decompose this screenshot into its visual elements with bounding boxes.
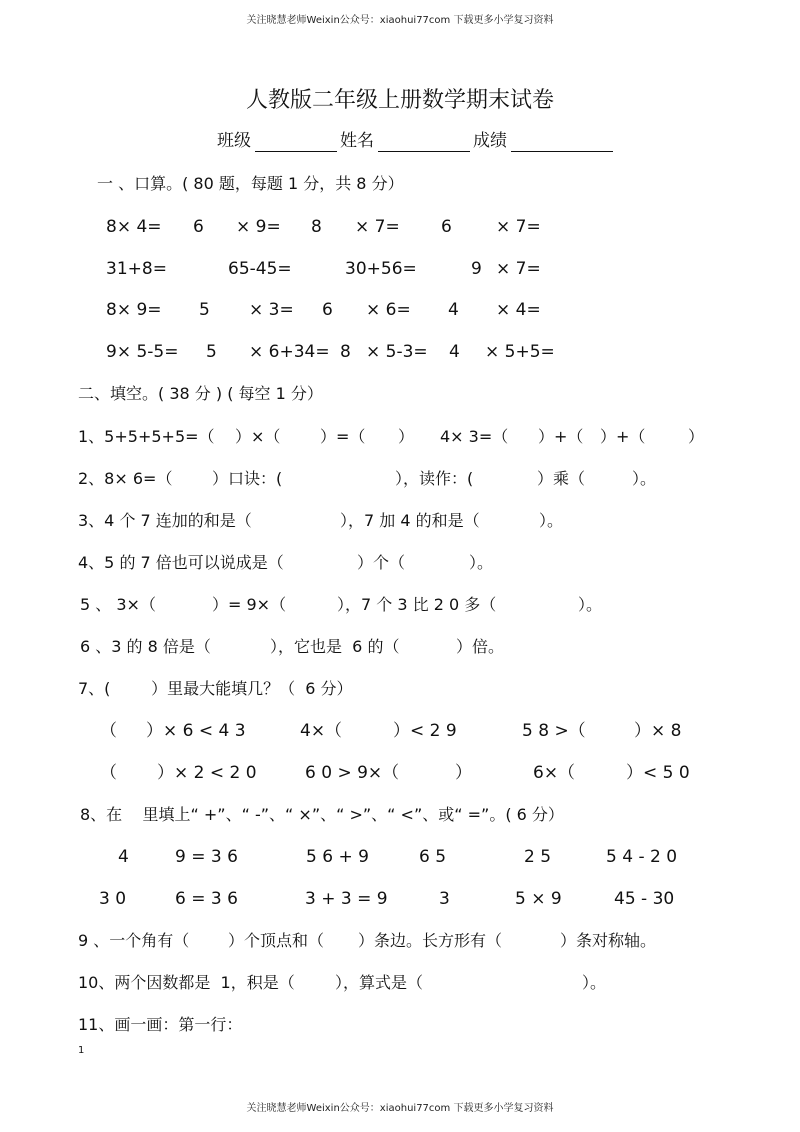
symbol-item: 4 [118,847,129,867]
oral-item: × 7= [355,217,400,237]
question-text: 6 、3 的 8 倍是（ [80,637,211,656]
score-label: 成绩 [473,131,507,151]
compare-item: （ [100,721,117,741]
class-label: 班级 [217,131,251,151]
compare-item: 5 8 >（ [522,721,586,741]
question-heading: 8、在 里填上“ +”、“ -”、“ ×”、“ >”、“ <”、或“ =”。( 6 分） [80,805,564,824]
question-text: 3、4 个 7 连加的和是（ [78,511,252,530]
compare-item: 6×（ [533,763,576,783]
question-text: 4、5 的 7 倍也可以说成是（ [78,553,284,572]
page-title: 人教版二年级上册数学期末试卷 [245,88,554,113]
question-text: 1、5+5+5+5=（ [78,427,215,446]
question-text: 5 、 3×（ [80,595,156,614]
oral-item: × 6+34= [249,342,330,362]
symbol-item: 3 + 3 = 9 [305,889,388,909]
symbol-item: 5 6 + 9 [306,847,369,867]
question-text: ）×（ [235,427,281,446]
question-text: ）= 9×（ [212,595,287,614]
symbol-item: 6 5 [419,847,447,867]
section1-heading: 一 、口算。( 80 题，每题 1 分，共 8 分） [97,174,404,193]
oral-item: 9× 5-5= [106,342,179,362]
oral-item: 30+56= [345,259,417,279]
question-text: ）。 [578,595,603,614]
question-11: 11、画一画：第一行： [78,1015,243,1034]
oral-item: × 5-3= [366,342,428,362]
question-text: ） [688,427,705,446]
question-text: ）。 [582,973,607,992]
oral-item: 4 [448,300,459,320]
oral-item: 5 [206,342,217,362]
compare-item: ）< 5 0 [626,763,690,783]
oral-item: 6 [441,217,452,237]
symbol-item: 9 = 3 6 [175,847,238,867]
oral-item: 8 [311,217,322,237]
symbol-item: 6 = 3 6 [175,889,238,909]
symbol-item: 3 0 [99,889,127,909]
question-text: ）条对称轴。 [560,931,657,950]
oral-item: 9 [471,259,482,279]
oral-item: 8× 9= [106,300,162,320]
oral-item: 5 [199,300,210,320]
oral-item: 8× 4= [106,217,162,237]
oral-item: × 5+5= [485,342,555,362]
question-text: ）=（ [320,427,366,446]
compare-item: ） [455,763,472,783]
oral-item: 4 [449,342,460,362]
question-text: ）+（ [538,427,584,446]
oral-item: × 7= [496,259,541,279]
oral-item: 6 [193,217,204,237]
symbol-item: 3 [439,889,450,909]
score-blank [511,151,613,152]
name-label: 姓名 [340,131,374,151]
oral-item: × 4= [496,300,541,320]
oral-item: 6 [322,300,333,320]
oral-item: × 3= [249,300,294,320]
question-text: ）。 [469,553,494,572]
question-text: ） [398,427,415,446]
question-text: 4× 3=（ [440,427,509,446]
question-text: ）个顶点和（ [228,931,325,950]
top-banner: 关注晓慧老师Weixin公众号：xiaohui77com 下载更多小学复习资料 [246,15,554,26]
compare-item: （ [100,763,117,783]
question-text: ），它也是 6 的（ [270,637,400,656]
bottom-banner: 关注晓慧老师Weixin公众号：xiaohui77com 下载更多小学复习资料 [246,1103,554,1114]
question-text: ）个（ [357,553,406,572]
question-text: 9 、一个角有（ [78,931,190,950]
question-text: ）倍。 [456,637,505,656]
question-text: ）口诀：( [212,469,283,488]
question-text: 2、8× 6=（ [78,469,173,488]
symbol-item: 2 5 [524,847,552,867]
question-text: ）条边。长方形有（ [358,931,503,950]
section2-heading: 二、填空。( 38 分 ) ( 每空 1 分） [78,384,323,403]
compare-item: ）× 2 < 2 0 [157,763,257,783]
question-text: ）乘（ [537,469,586,488]
oral-item: 65-45= [228,259,292,279]
oral-item: 8 [340,342,351,362]
compare-item: 4×（ [300,721,343,741]
compare-item: ）< 2 9 [393,721,457,741]
question-text: ）。 [539,511,564,530]
oral-item: × 9= [236,217,281,237]
oral-item: 31+8= [106,259,167,279]
question-text: ），算式是（ [335,973,424,992]
name-blank [378,151,470,152]
symbol-item: 45 - 30 [614,889,675,909]
compare-item: ）× 8 [634,721,682,741]
page-number: 1 [78,1045,85,1056]
question-text: ），读作：( [395,469,474,488]
oral-item: × 7= [496,217,541,237]
compare-item: 6 0 > 9×（ [305,763,400,783]
compare-item: ）× 6 < 4 3 [146,721,246,741]
question-text: ），7 加 4 的和是（ [340,511,480,530]
question-text: ）+（ [600,427,646,446]
class-blank [255,151,337,152]
question-heading: 7、( ）里最大能填几？（ 6 分） [78,679,353,698]
question-text: ）。 [632,469,657,488]
question-text: ），7 个 3 比 2 0 多（ [337,595,497,614]
question-text: 10、两个因数都是 1，积是（ [78,973,295,992]
oral-item: × 6= [366,300,411,320]
symbol-item: 5 × 9 [515,889,562,909]
symbol-item: 5 4 - 2 0 [606,847,678,867]
